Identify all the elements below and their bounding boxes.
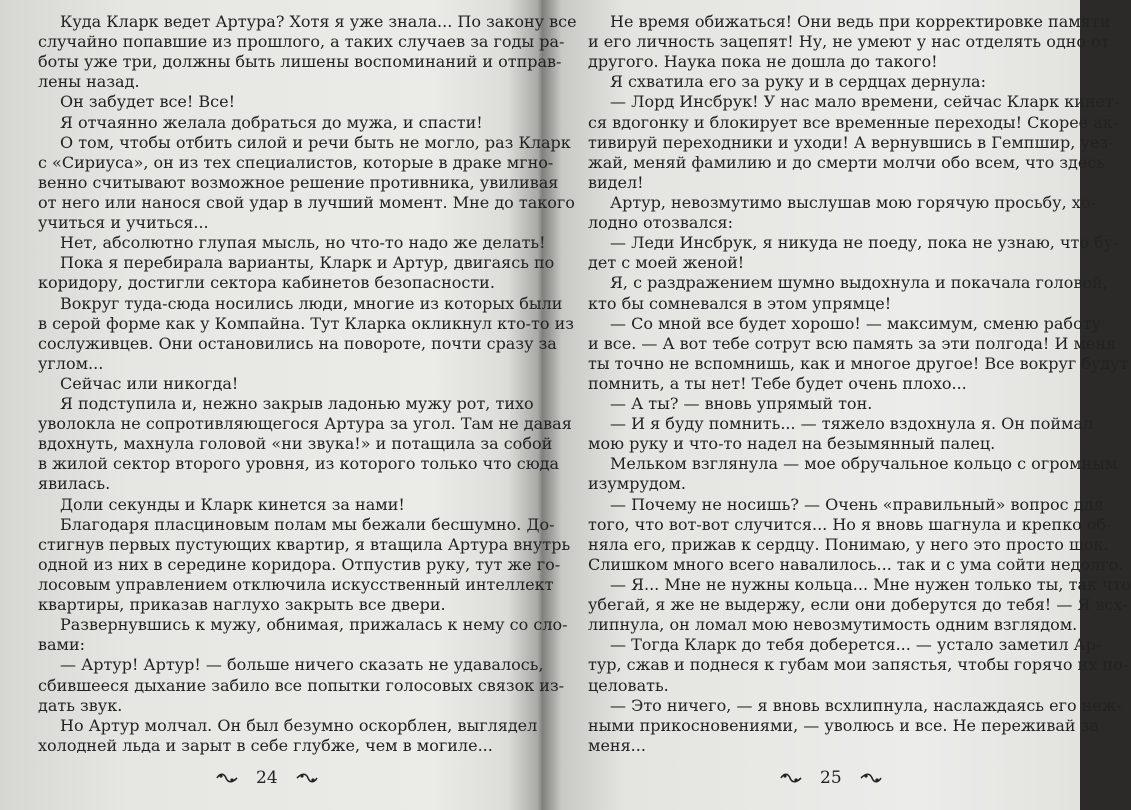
text-line: — Тогда Кларк до тебя доберется... — устало заметил Ар-	[610, 635, 1102, 655]
floral-ornament-icon	[780, 772, 802, 784]
text-line: Не время обижаться! Они ведь при корректировке памяти	[610, 12, 1111, 31]
text-line: коридору, достигли сектора кабинетов безопасности.	[38, 273, 495, 293]
right-page-footer	[780, 768, 882, 788]
text-line: Но Артур молчал. Он был безумно оскорблен, выглядел	[60, 715, 538, 735]
text-line: — Со мной все будет хорошо! — максимум, сменю работу	[610, 313, 1101, 333]
text-line: Артур, невозмутимо выслушав мою горячую просьбу, хо-	[610, 192, 1096, 212]
text-line: в серой форме как у Компайна. Тут Кларка окликнул кто-то из	[38, 313, 574, 333]
text-line: и его личность зацепят! Ну, не умеют у нас отделять одно от	[588, 32, 1110, 52]
text-line: вдохнуть, махнула головой «ни звука!» и потащила за собой	[38, 434, 553, 454]
text-line: Нет, абсолютно глупая мысль, но что-то надо же делать!	[60, 233, 546, 253]
text-line: случайно попавшие из прошлого, а таких случаев за годы ра-	[38, 32, 565, 52]
text-line: ными прикосновениями, — уволюсь и все. Не переживай за	[588, 715, 1099, 735]
text-line: лодно отозвался:	[588, 213, 734, 233]
text-line: Куда Кларк ведет Артура? Хотя я уже знала... По закону все	[60, 12, 577, 31]
text-line: — А ты? — вновь упрямый тон.	[610, 394, 873, 414]
text-line: с «Сириуса», он из тех специалистов, которые в драке мгно-	[38, 152, 554, 172]
text-line: Развернувшись к мужу, обнимая, прижалась к нему со сло-	[60, 615, 568, 635]
text-line: липнула, он ломал мою невозмутимость одним взглядом.	[588, 615, 1078, 635]
left-page	[38, 0, 577, 810]
text-line: изумрудом.	[588, 474, 686, 494]
text-line: — Я... Мне не нужны кольца... Мне нужен только ты, так что	[610, 575, 1131, 595]
text-line: — Почему не носишь? — Очень «правильный» вопрос для	[610, 494, 1104, 514]
floral-ornament-icon	[296, 772, 318, 784]
text-line: Слишком много всего навалилось... так и с ума сойти недолго.	[588, 554, 1124, 574]
text-line: кто бы сомневался в этом упрямце!	[588, 293, 892, 313]
text-line: и все. — А вот тебе сотрут всю память за эти полгода! И меня	[588, 333, 1117, 353]
text-line: Я схватила его за руку и в сердцах дернула:	[610, 72, 986, 92]
text-line: сбившееся дыхание забило все попытки голосовых связок из-	[38, 675, 565, 695]
text-line: тивируй переходники и уходи! А вернувшись в Гемпшир, уез-	[588, 132, 1114, 152]
text-line: дать звук.	[38, 695, 123, 715]
text-line: Он забудет все! Все!	[60, 92, 236, 112]
floral-ornament-icon	[860, 772, 882, 784]
text-line: помнить, а ты нет! Тебе будет очень плохо...	[588, 373, 967, 393]
text-line: Доли секунды и Кларк кинется за нами!	[60, 494, 405, 514]
text-line: одной из них в середине коридора. Отпустив руку, тут же го-	[38, 554, 561, 574]
text-line: ся вдогонку и блокирует все временные переходы! Скорее ак-	[588, 112, 1119, 132]
right-page	[588, 0, 1131, 810]
text-line: сослуживцев. Они остановились на повороте, почти сразу за	[38, 333, 557, 353]
text-line: в жилой сектор второго уровня, из которого только что сюда	[38, 454, 560, 474]
text-line: Мельком взглянула — мое обручальное кольцо с огромным	[610, 454, 1118, 474]
text-line: явилась.	[38, 474, 111, 494]
text-line: того, что вот-вот случится... Но я вновь шагнула и крепко об-	[588, 514, 1112, 534]
text-line: жай, меняй фамилию и до смерти молчи обо всем, что здесь	[588, 152, 1106, 172]
text-line: углом...	[38, 353, 104, 373]
text-line: квартиры, приказав наглухо закрыть все двери.	[38, 595, 446, 615]
text-line: тур, сжав и поднеся к губам мои запястья, чтобы горячо их по-	[588, 655, 1129, 675]
text-line: мою руку и что-то надел на безымянный палец.	[588, 434, 996, 454]
text-line: — Лорд Инсбрук! У нас мало времени, сейчас Кларк кинет-	[610, 92, 1120, 112]
text-line: Я, с раздражением шумно выдохнула и покачала головой,	[610, 273, 1108, 293]
text-line: вами:	[38, 635, 86, 655]
text-line: боты уже три, должны быть лишены воспоминаний и отправ-	[38, 52, 562, 72]
left-page-footer	[216, 768, 318, 788]
text-line: О том, чтобы отбить силой и речи быть не могло, раз Кларк	[60, 132, 571, 152]
page-number: 25	[820, 768, 842, 788]
text-line: Сейчас или никогда!	[60, 373, 239, 393]
text-line: убегай, я же не выдержу, если они доберутся до тебя! — Я всх-	[588, 595, 1128, 615]
text-line: уволокла не сопротивляющегося Артура за угол. Там не давая	[38, 414, 572, 434]
text-line: — Это ничего, — я вновь всхлипнула, наслаждаясь его неж-	[610, 695, 1122, 715]
floral-ornament-icon	[216, 772, 238, 784]
text-line: холодней льда и зарыт в себе глубже, чем в могиле...	[38, 735, 493, 755]
text-line: меня...	[588, 735, 646, 755]
text-line: Пока я перебирала варианты, Кларк и Артур, двигаясь по	[60, 253, 555, 273]
text-line: Благодаря пласциновым полам мы бежали бесшумно. До-	[60, 514, 555, 534]
text-line: Я отчаянно желала добраться до мужа, и спасти!	[60, 112, 483, 132]
text-line: Я подступила и, нежно закрыв ладонью мужу рот, тихо	[60, 394, 534, 414]
text-line: венно считывают возможное решение противника, увиливая	[38, 172, 559, 192]
text-line: учиться и учиться...	[38, 213, 209, 233]
text-line: — Леди Инсбрук, я никуда не поеду, пока не узнаю, что бу-	[610, 233, 1119, 253]
text-line: от него или нанося свой удар в лучший момент. Мне до такого	[38, 192, 575, 212]
text-line: Вокруг туда-сюда носились люди, многие из которых были	[60, 293, 563, 313]
page-number: 24	[256, 768, 278, 788]
text-line: лосовым управлением отключила искусственный интеллект	[38, 575, 554, 595]
text-line: няла его, прижав к сердцу. Понимаю, у него это просто шок.	[588, 534, 1109, 554]
text-line: дет с моей женой!	[588, 253, 745, 273]
text-line: ты точно не вспомнишь, как и многое другое! Все вокруг будут	[588, 353, 1129, 373]
text-line: видел!	[588, 172, 644, 192]
text-line: стигнув первых пустующих квартир, я втащила Артура внутрь	[38, 534, 571, 554]
text-line: — Артур! Артур! — больше ничего сказать не удавалось,	[60, 655, 544, 675]
text-line: лены назад.	[38, 72, 140, 92]
text-line: другого. Наука пока не дошла до такого!	[588, 52, 938, 72]
text-line: целовать.	[588, 675, 669, 695]
text-line: — И я буду помнить... — тяжело вздохнула я. Он поймал	[610, 414, 1094, 434]
